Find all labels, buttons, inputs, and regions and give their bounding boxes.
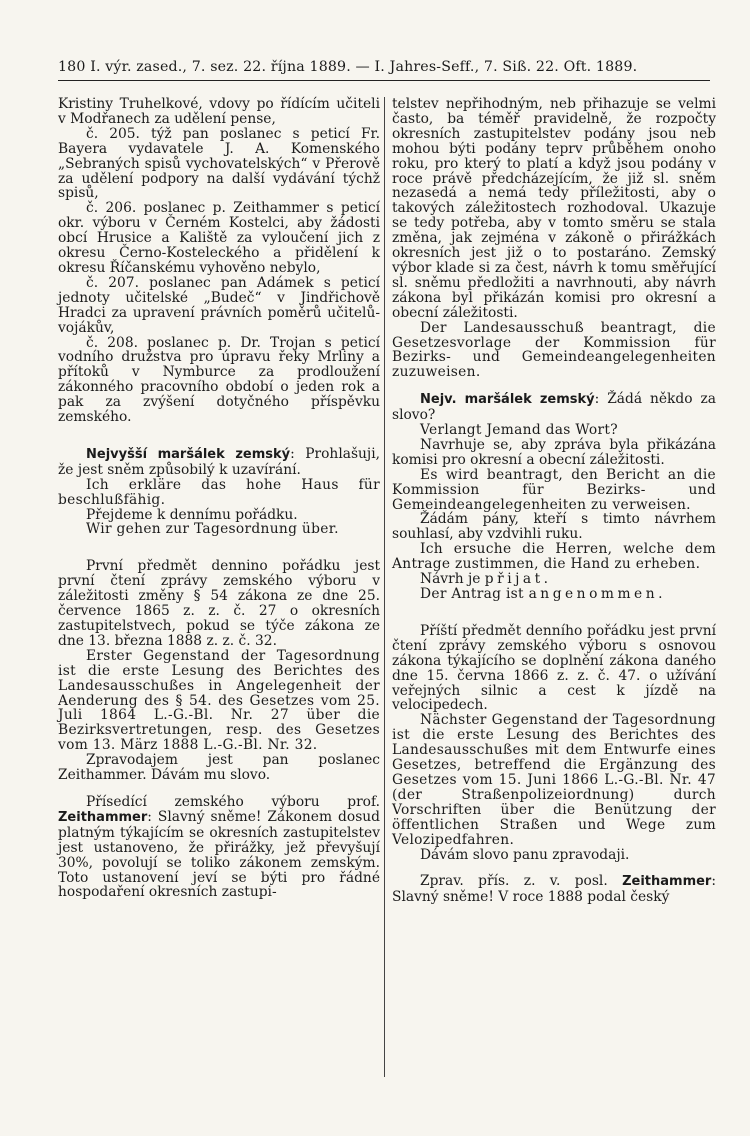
- right-column: [392, 97, 716, 905]
- paragraph: [392, 572, 716, 587]
- paragraph: č. 206. poslanec p. Zeithammer s peticí okr. výboru v Černém Kostelci, aby žádosti obcí Hrusice a Kaliště za vyloučení jich z okresu Černo-Kosteleckého a přidělení k okresu Říčanskému vyhověno nebylo,: [58, 200, 380, 276]
- paragraph: Přejdeme k dennímu pořádku.: [86, 506, 298, 523]
- speech-text: : Slavný sněme! V roce 1888 podal český: [392, 873, 716, 906]
- paragraph: [392, 392, 716, 423]
- paragraph-german: Wir gehen zur Tagesordnung über.: [86, 521, 339, 538]
- paragraph-german: Ich erkläre das hohe Haus für beschlußfähig.: [58, 476, 380, 508]
- paragraph-german: Es wird beantragt, den Bericht an die Kommission für Bezirks- und Gemeindeangelegenheiten zu verweisen.: [392, 466, 716, 513]
- paragraph: Kristiny Truhelkové, vdovy po řídícím učiteli v Modřanech za udělení pense,: [58, 96, 380, 127]
- speaker-name: Zeithammer: [58, 809, 148, 825]
- paragraph: [58, 795, 380, 900]
- paragraph: č. 205. týž pan poslanec s peticí Fr. Bayera vydavatele J. A. Komenského „Sebraných spisů vychovatelských“ v Přerově za udělení podpory na další vydávání týchž spisů,: [58, 125, 380, 202]
- paragraph-german: Erster Gegenstand der Tagesordnung ist die erste Lesung des Berichtes des Landesausschußes in Angelegenheit der Aenderung des § 54. des Gesetzes vom 25. Juli 1864 L.-G.-Bl. Nr. 27 über die Bezirksvertretungen, resp. des Gesetzes vom 13. März 1888 L.-G.-Bl. Nr. 32.: [58, 647, 380, 754]
- page-header: 180 I. výr. zased., 7. sez. 22. října 1889. — I. Jahres-Seff., 7. Siß. 22. Oft. 1889.: [58, 58, 710, 81]
- paragraph: Zpravodajem jest pan poslanec Zeithammer. Dávám mu slovo.: [58, 752, 380, 784]
- paragraph-german: Verlangt Jemand das Wort?: [420, 422, 618, 439]
- paragraph-german: Nächster Gegenstand der Tagesordnung ist die erste Lesung des Berichtes des Landesausschußes mit dem Entwurfe eines Gesetzes, betreffend die Ergänzung des Gesetzes vom 15. Juni 1866 L.-G.-Bl. Nr. 47 (der Straßenpolizeiordnung) durch Vorschriften über die Benützung der öffentlichen Straßen und Wege zum Velozipedfahren.: [392, 712, 716, 848]
- paragraph-german: Der Landesausschuß beantragt, die Gesetzesvorlage der Kommission für Bezirks- und Gemeindeangelegenheiten zuzuweisen.: [392, 319, 716, 381]
- paragraph: Dávám slovo panu zpravodaji.: [420, 846, 630, 863]
- paragraph-german: Ich ersuche die Herren, welche dem Antrage zustimmen, die Hand zu erheben.: [392, 541, 716, 573]
- speech-text: Přísedící zemského výboru prof.: [86, 793, 380, 810]
- speech-text: Návrh je: [420, 571, 485, 588]
- paragraph: [58, 447, 380, 478]
- paragraph: č. 207. poslanec pan Adámek s peticí jednoty učitelské „Budeč“ v Jindřichově Hradci za upravení právních poměrů učitelů-vojákův,: [58, 274, 380, 336]
- speaker-name: Nejv. maršálek zemský: [420, 392, 595, 408]
- paragraph: telstev nepřihodným, neb přihazuje se velmi často, ba téměř pravidelně, že rozpočty okresních zastupitelstev podány jsou neb mohou býti podány teprv průběhem onoho roku, pro který to platí a když jsou podány v roce právě předcházejícím, že již sl. sněm nezasedá a nemá tedy příležitosti, aby o takových záležitostech rozhodoval. Ukazuje se tedy potřeba, aby v tomto směru se stala změna, jak zejména v zákoně o přirážkách okresních jest již o to postaráno. Zemský výbor klade si za čest, návrh k tomu směřující sl. sněmu předložiti a navrhnouti, aby návrh zákona byl přikázán komisi pro okresní a obecní záležitosti.: [392, 96, 716, 321]
- paragraph: Žádám pány, kteří s timto návrhem souhlasí, aby vzdvihli ruku.: [392, 511, 716, 543]
- paragraph: č. 208. poslanec p. Dr. Trojan s peticí vodního družstva pro úpravu řeky Mrliny a přítoků v Nymburce za prodloužení zákonného pracovního období o jeden rok a pak za zvýšení dotyčného příspěvku zemského.: [58, 334, 380, 426]
- speech-text: Der Antrag ist: [420, 586, 529, 602]
- paragraph: Příští předmět denního pořádku jest první čtení zprávy zemského výboru s osnovou zákona týkajícího se doplnění zákona daného dne 15. června 1866 z. z. č. 47. o užívání veřejných silnic a cest k jízdě na velocipedech.: [392, 622, 716, 714]
- speaker-name: Zeithammer: [622, 874, 712, 890]
- speech-text: : Slavný sněme! Zákonem dosud platným týkajícím se okresních zastupitelstev jest ustanoveno, že přirážky, jež převyšují 30%, povolují se toliko zákonem zemským. Toto ustanovení jeví se býti pro řádné hospodaření okresních zastupi-: [58, 808, 380, 901]
- paragraph-german: [392, 587, 716, 602]
- speech-text: : Žádá někdo za slovo?: [392, 391, 716, 424]
- speech-text: Zprav. přís. z. v. posl.: [420, 873, 623, 890]
- spaced-word: přijat.: [484, 571, 552, 588]
- column-divider: [384, 97, 385, 1077]
- spaced-word: angenommen.: [528, 586, 666, 602]
- paragraph: [392, 874, 716, 905]
- speech-text: : Prohlašuji, že jest sněm způsobilý k uzavírání.: [58, 445, 380, 478]
- paragraph: První předmět dennino pořádku jest první čtení zprávy zemského výboru v záležitosti změny § 54 zákona ze dne 25. července 1865 z. z. č. 27 o okresních zastupitelstvech, pokud se týče zákona ze dne 13. března 1888 z. z. č. 32.: [58, 558, 380, 649]
- speaker-name: Nejvyšší maršálek zemský: [86, 446, 291, 462]
- paragraph: Navrhuje se, aby zpráva byla přikázána komisi pro okresní a obecní záležitosti.: [392, 436, 716, 468]
- left-column: [58, 97, 380, 900]
